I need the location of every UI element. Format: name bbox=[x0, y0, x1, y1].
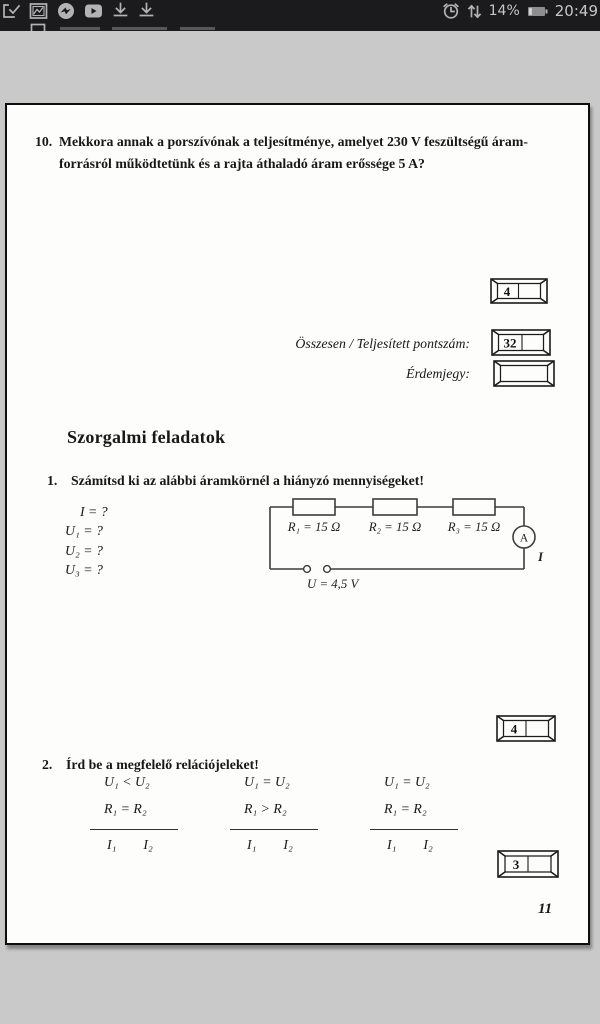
clock-time: 20:49 bbox=[554, 2, 598, 20]
messenger-icon bbox=[57, 2, 75, 20]
resistor-3-label: R₃ = 15 Ω bbox=[447, 520, 501, 534]
relation-column-3 bbox=[370, 774, 470, 853]
alarm-icon bbox=[442, 2, 460, 20]
source-voltage-label: U = 4,5 V bbox=[307, 577, 359, 591]
question-10 bbox=[35, 131, 567, 174]
section-title: Szorgalmi feladatok bbox=[67, 427, 226, 447]
unknown-quantities bbox=[65, 502, 108, 579]
unknown-voltage-1: U₁ = ? bbox=[65, 523, 103, 539]
relation-column-2 bbox=[230, 774, 330, 853]
download-icon bbox=[138, 2, 155, 20]
score-box-q10 bbox=[490, 278, 548, 304]
clipped-text-fragment bbox=[180, 27, 215, 30]
gallery-icon bbox=[29, 2, 48, 20]
clipped-text-fragment bbox=[60, 27, 100, 30]
problem-text: Számítsd ki az alábbi áramkörnél a hiányzó mennyiségeket! bbox=[71, 473, 424, 488]
worksheet-page[interactable] bbox=[5, 103, 590, 945]
svg-text:32: 32 bbox=[503, 335, 517, 351]
voltage-relation: U₁ = U₂ bbox=[244, 774, 290, 789]
resistor-1-label: R₁ = 15 Ω bbox=[287, 520, 341, 534]
score-box-total bbox=[491, 329, 551, 356]
current-compare bbox=[370, 837, 470, 853]
score-box-p1 bbox=[496, 715, 556, 742]
question-number: 10. bbox=[35, 134, 53, 149]
problem-number: 1. bbox=[47, 473, 58, 488]
resistor-2 bbox=[373, 499, 417, 515]
question-text: Mekkora annak a porszívónak a teljesítménye, amelyet 230 V feszültségű áram- forrásról működtetünk és a rajta áthaladó áram erőssége 5 A? bbox=[59, 134, 528, 171]
ammeter-symbol: A bbox=[519, 532, 529, 545]
current-compare bbox=[90, 837, 190, 853]
unknown-voltage-2: U₂ = ? bbox=[65, 542, 103, 558]
system-status-icons bbox=[442, 2, 600, 20]
circuit-diagram bbox=[265, 497, 561, 594]
voltage-relation: U₁ = U₂ bbox=[384, 774, 430, 789]
problem-text: Írd be a megfelelő relációjeleket! bbox=[66, 757, 259, 772]
unknown-voltage-3: U₃ = ? bbox=[65, 561, 103, 577]
problem-1 bbox=[47, 470, 567, 492]
page-number: 11 bbox=[538, 901, 553, 917]
current-1: I₁ bbox=[247, 837, 257, 852]
source-terminal bbox=[324, 566, 331, 573]
grade-label: Érdemjegy: bbox=[406, 366, 470, 381]
current-1: I₁ bbox=[107, 837, 117, 852]
current-label: I bbox=[538, 549, 544, 564]
current-2: I₂ bbox=[423, 837, 433, 852]
answer-line[interactable] bbox=[370, 829, 458, 830]
current-compare bbox=[230, 837, 330, 853]
share-check-icon bbox=[2, 2, 20, 20]
status-bar[interactable] bbox=[0, 0, 600, 31]
source-terminal bbox=[304, 566, 311, 573]
resistor-3 bbox=[453, 499, 495, 515]
battery-percent: 14% bbox=[488, 3, 520, 19]
answer-line[interactable] bbox=[90, 829, 178, 830]
clipped-text-fragment bbox=[112, 27, 167, 30]
notification-icons bbox=[0, 2, 155, 20]
problem-number: 2. bbox=[42, 757, 53, 772]
problem-2 bbox=[42, 754, 562, 776]
total-score-label: Összesen / Teljesített pontszám: bbox=[295, 336, 470, 351]
current-1: I₁ bbox=[387, 837, 397, 852]
resistance-relation: R₁ > R₂ bbox=[244, 801, 287, 816]
screenshot-frame-icon bbox=[30, 23, 46, 31]
score-box-grade bbox=[493, 360, 555, 387]
resistance-relation: R₁ = R₂ bbox=[384, 801, 427, 816]
svg-text:3: 3 bbox=[512, 857, 520, 872]
relation-column-1 bbox=[90, 774, 190, 853]
current-2: I₂ bbox=[143, 837, 153, 852]
resistor-2-label: R₂ = 15 Ω bbox=[368, 520, 422, 534]
resistance-relation: R₁ = R₂ bbox=[104, 801, 147, 816]
unknown-current: I = ? bbox=[80, 504, 108, 519]
current-2: I₂ bbox=[283, 837, 293, 852]
status-bar-row bbox=[0, 0, 600, 22]
battery-icon bbox=[527, 6, 548, 17]
resistor-1 bbox=[293, 499, 335, 515]
score-box-p2 bbox=[497, 850, 559, 878]
svg-text:4: 4 bbox=[510, 721, 518, 737]
svg-text:4: 4 bbox=[503, 284, 511, 299]
download-icon bbox=[112, 2, 129, 20]
notification-preview-row[interactable] bbox=[0, 21, 600, 31]
voltage-relation: U₁ < U₂ bbox=[104, 774, 150, 789]
answer-line[interactable] bbox=[230, 829, 318, 830]
youtube-icon bbox=[84, 2, 103, 20]
data-sync-icon bbox=[467, 3, 482, 20]
